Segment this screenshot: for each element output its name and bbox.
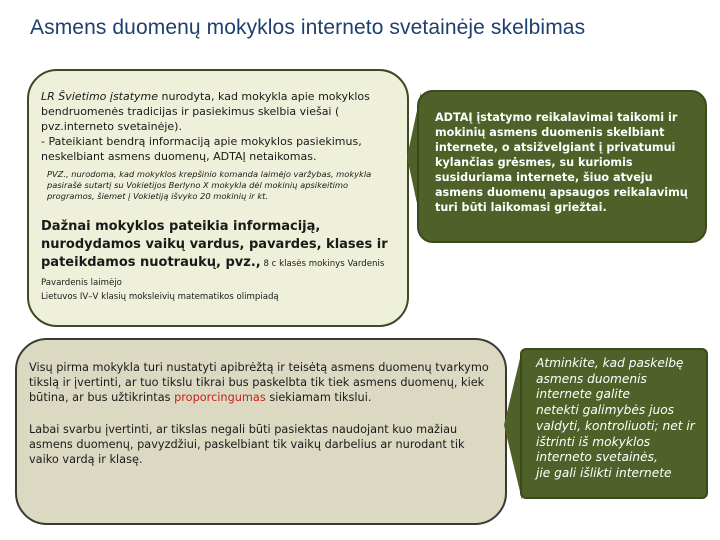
warning-line-1: Atminkite, kad paskelbę asmens duomenis internete galite	[536, 356, 684, 402]
purpose-callout	[15, 338, 507, 525]
often-paragraph	[41, 218, 397, 292]
purpose-paragraph	[29, 360, 495, 405]
page-title: Asmens duomenų mokyklos interneto svetainėje skelbimas	[30, 16, 586, 39]
law-info-callout	[27, 69, 409, 327]
often-example-tail: Lietuvos IV–V klasių moksleivių matematikos olimpiadą	[41, 292, 279, 302]
example-note: PVZ., nurodoma, kad mokyklos krepšinio komanda laimėjo varžybas, mokykla pasirašė sutartį su Vokietijos Berlyno X mokykla dėl mokinių apsikeitimo programos, šiemet į Vokietiją išvyko 20 mokinių ir kt.	[47, 169, 372, 201]
law-reference: LR Švietimo įstatyme	[41, 90, 159, 103]
purpose-text: Visų pirma mokykla turi nustatyti apibrėžtą ir teisėtą asmens duomenų tvarkymo tikslą ir įvertinti, ar tuo tikslu tikrai bus paskelbta tik tiek asmens duomenų, kiek būtina, ar bus užtikrintas	[29, 361, 489, 404]
general-info-note: - Pateikiant bendrą informaciją apie mokyklos pasiekimus, neskelbiant asmens duomenų, ADTAĮ netaikomas.	[41, 135, 362, 163]
often-text: Dažnai mokyklos pateikia informaciją, nurodydamos vaikų vardus, pavardes, klases ir pateikdamos nuotraukų, pvz.,	[41, 219, 388, 270]
minimization-paragraph: Labai svarbu įvertinti, ar tikslas negali būti pasiektas naudojant kuo mažiau asmens duomenų, pavyzdžiui, paskelbiant tik vaikų darbelius ar nurodant tik vaiko vardą ir klasę.	[29, 423, 465, 466]
callout-pointer-2	[502, 350, 522, 500]
warning-line-3: jie gali išlikti internete	[536, 465, 672, 480]
purpose-text-end: siekiamam tikslui.	[265, 391, 372, 404]
warning-callout	[520, 348, 708, 499]
warning-line-2: netekti galimybės juos valdyti, kontroliuoti; net ir ištrinti iš mokyklos interneto svetainės,	[536, 403, 695, 465]
proportionality-highlight: proporcingumas	[174, 391, 266, 404]
law-text: nurodyta, kad mokykla apie mokyklos bendruomenės tradicijas ir pasiekimus skelbia viešai ( pvz.interneto svetainėje).	[41, 90, 370, 133]
often-example-inline: 8 c klasės mokinys Vardenis Pavardenis laimėjo	[41, 259, 385, 288]
requirements-callout: ADTAĮ įstatymo reikalavimai taikomi ir mokinių asmens duomenis skelbiant internete, o atsižvelgiant į privatumui kylančias grėsmes, su kuriomis susiduriama internete, šiuo atveju asmens duomenų apsaugos reikalavimų turi būti laikomasi griežtai.	[417, 90, 707, 243]
law-paragraph	[41, 89, 397, 134]
